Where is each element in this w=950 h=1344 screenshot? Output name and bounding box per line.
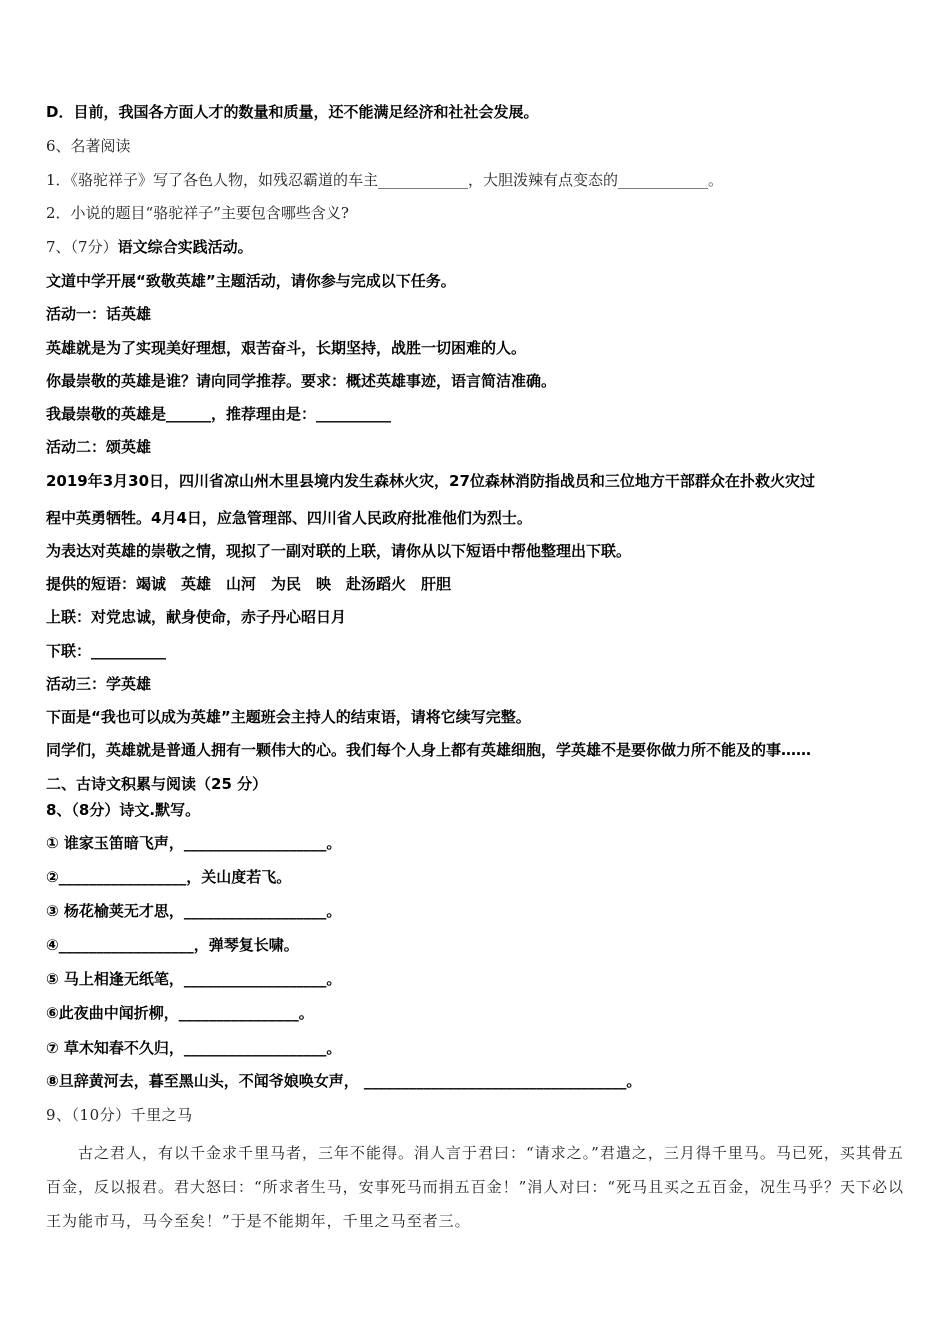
q8-item-6: ⑥此夜曲中闻折柳，________________。 xyxy=(46,1004,314,1022)
q5-option-d: D．目前，我国各方面人才的数量和质量，还不能满足经济和社社会发展。 xyxy=(46,103,539,121)
q6-heading: 6、名著阅读 xyxy=(46,137,131,155)
q8-item-3: ③ 杨花榆荚无才思，___________________。 xyxy=(46,902,342,920)
q8-item-7: ⑦ 草木知春不久归，___________________。 xyxy=(46,1039,342,1057)
activity-2-upper-couplet: 上联：对党忠诚，献身使命，赤子丹心昭日月 xyxy=(46,608,347,626)
section-2-heading: 二、古诗文积累与阅读（25 分） xyxy=(46,775,268,793)
q8-item-2: ②_________________，关山度若飞。 xyxy=(46,868,292,886)
activity-3-title: 活动三：学英雄 xyxy=(46,675,152,693)
q6-item-1: 1．《骆驼祥子》写了各色人物，如残忍霸道的车主____________，大胆泼辣有点变态的____________。 xyxy=(46,171,724,189)
activity-1-definition: 英雄就是为了实现美好理想，艰苦奋斗，长期坚持，战胜一切困难的人。 xyxy=(46,339,527,357)
activity-2-task: 为表达对英雄的崇敬之情，现拟了一副对联的上联，请你从以下短语中帮他整理出下联。 xyxy=(46,542,632,560)
q8-item-4: ④__________________，弹琴复长啸。 xyxy=(46,936,299,954)
q7-number: 7、（7分） xyxy=(46,238,118,256)
activity-1-requirement: 你最崇敬的英雄是谁？请向同学推荐。要求：概述英雄事迹，语言简洁准确。 xyxy=(46,372,557,390)
q9-heading: 9、（10分）千里之马 xyxy=(46,1106,193,1124)
activity-1-answer-blank: 我最崇敬的英雄是______，推荐理由是：__________ xyxy=(46,405,392,423)
activity-2-news-line-1: 2019年3月30日，四川省凉山州木里县境内发生森林火灾，27位森林消防指战员和三位地方干部群众在扑救火灾过 xyxy=(46,472,815,490)
q8-item-1: ① 谁家玉笛暗飞声，___________________。 xyxy=(46,834,342,852)
q8-heading: 8、（8分）诗文.默写。 xyxy=(46,801,201,819)
activity-2-phrases: 提供的短语：竭诚 英雄 山河 为民 映 赴汤蹈火 肝胆 xyxy=(46,575,452,593)
q7-intro: 文道中学开展“致敬英雄”主题活动，请你参与完成以下任务。 xyxy=(46,272,456,290)
q7-title: 语文综合实践活动。 xyxy=(117,238,253,256)
activity-2-lower-couplet: 下联：__________ xyxy=(46,642,167,660)
q6-item-2: 2．小说的题目“骆驼祥子”主要包含哪些含义? xyxy=(46,204,349,222)
q8-item-5: ⑤ 马上相逢无纸笔，___________________。 xyxy=(46,970,342,988)
activity-1-title: 活动一：话英雄 xyxy=(46,305,152,323)
activity-3-task: 下面是“我也可以成为英雄”主题班会主持人的结束语，请将它续写完整。 xyxy=(46,708,531,726)
activity-2-news-line-2: 程中英勇牺牲。4月4日，应急管理部、四川省人民政府批准他们为烈士。 xyxy=(46,509,532,527)
activity-2-title: 活动二：颂英雄 xyxy=(46,438,152,456)
q9-passage: 古之君人，有以千金求千里马者，三年不能得。涓人言于君曰：“请求之。”君遣之，三月得千里马。马已死，买其骨五百金，反以报君。君大怒曰：“所求者生马，安事死马而捐五百金！”涓人对曰：“死马且买之五百金，况生马乎？天下必以王为能市马，马今至矣！”于是不能期年，千里之马至者三。 xyxy=(46,1144,905,1230)
q8-item-8: ⑧旦辞黄河去，暮至黑山头，不闻爷娘唤女声， ___________________________________。 xyxy=(46,1072,642,1090)
activity-3-text: 同学们，英雄就是普通人拥有一颗伟大的心。我们每个人身上都有英雄细胞，学英雄不是要你做力所不能及的事…… xyxy=(46,741,812,759)
q7-heading xyxy=(46,237,904,258)
